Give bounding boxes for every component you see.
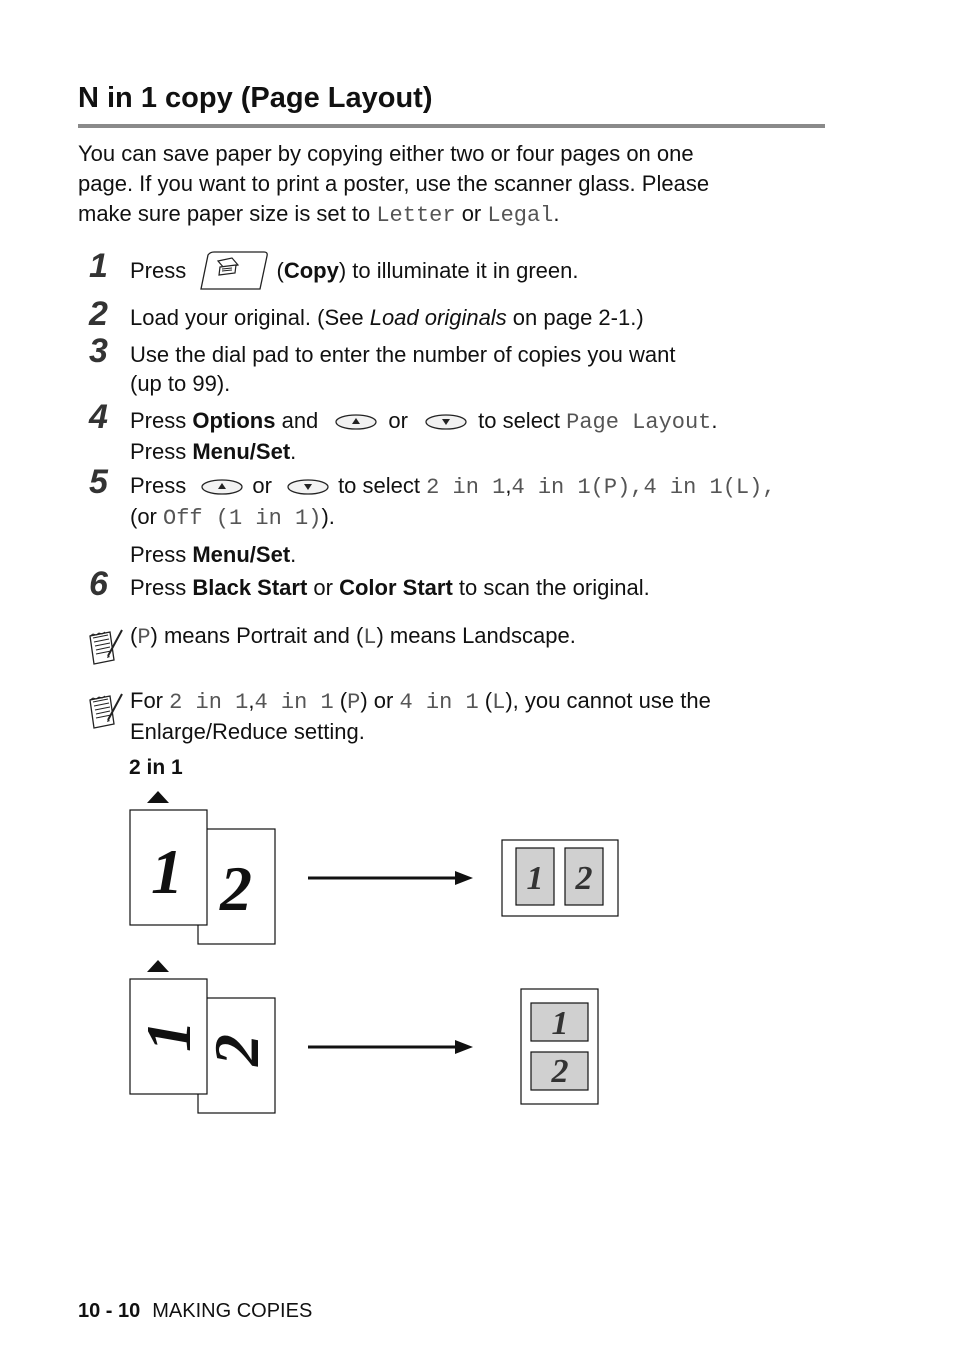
up-arrow-key-icon [200, 477, 244, 497]
step-4-press: Press [130, 408, 193, 433]
step-1-rest: to illuminate it in green. [346, 258, 579, 283]
title-rule [78, 124, 825, 128]
step-4-press-2: Press [130, 439, 193, 464]
option-off: Off (1 in 1) [163, 506, 322, 531]
step-2-link: Load originals [369, 305, 507, 330]
note-2-for: For [130, 688, 170, 713]
page-number-1: 1 [151, 836, 183, 907]
note-2-l-open: ( [478, 688, 493, 713]
note-icon [86, 690, 124, 730]
option-2in1: 2 in 1 [169, 690, 249, 715]
step-5-line-1 [130, 471, 776, 502]
landscape-code: L [363, 625, 377, 650]
page-number-1: 1 [133, 1020, 204, 1052]
step-4-and: and [275, 408, 319, 433]
step-2-post: on page 2-1.) [506, 305, 644, 330]
page-number-2: 2 [201, 1034, 272, 1066]
output-number-2: 2 [551, 1053, 569, 1090]
landscape-code: L [492, 690, 506, 715]
letter-value: Letter [376, 203, 456, 228]
option-4in1: 4 in 1 [399, 690, 479, 715]
option-4in1-p: 4 in 1(P) [511, 475, 631, 500]
step-5-comma-1: , [505, 473, 512, 498]
page-footer [78, 1300, 312, 1323]
note-1-mid: ) means Portrait and ( [150, 623, 364, 648]
step-5-or-open: (or [130, 504, 163, 529]
output-number-2: 2 [575, 860, 593, 897]
step-4-select: to select [478, 408, 567, 433]
step-4-end: . [290, 439, 297, 464]
note-1-text [130, 621, 576, 652]
section-name: MAKING COPIES [152, 1300, 313, 1322]
portrait-code: P [347, 690, 361, 715]
option-4in1-l: 4 in 1(L) [643, 475, 763, 500]
note-2-comma: , [248, 688, 255, 713]
output-number-1: 1 [551, 1005, 569, 1042]
step-2-pre: Load your original. (See [130, 305, 370, 330]
arrow-head [455, 1040, 473, 1054]
step-6-rest: to scan the original. [452, 575, 650, 600]
feed-direction-arrow [147, 791, 169, 803]
step-5-press-2: Press [130, 542, 193, 567]
step-5-or: or [252, 473, 272, 498]
up-arrow-key-icon [334, 412, 378, 432]
diagram-label: 2 in 1 [129, 756, 183, 779]
step-4-text [130, 406, 718, 466]
intro-or: or [455, 201, 488, 226]
copy-key-label: Copy [283, 258, 339, 283]
step-3-line-1: Use the dial pad to enter the number of copies you want [130, 342, 676, 367]
step-5-comma-2: , [630, 475, 644, 500]
step-number-1: 1 [89, 247, 108, 285]
step-number-4: 4 [89, 398, 108, 436]
note-2-p-open: ( [333, 688, 348, 713]
note-2-line-2: Enlarge/Reduce setting. [130, 719, 365, 744]
note-2-text [130, 686, 711, 746]
step-5-comma-3: , [762, 475, 776, 500]
step-5-press: Press [130, 473, 187, 498]
down-arrow-key-icon [286, 477, 330, 497]
portrait-code: P [137, 625, 151, 650]
two-in-one-diagram [120, 785, 640, 1125]
note-1-end: ) means Landscape. [376, 623, 576, 648]
black-start-key: Black Start [192, 575, 308, 600]
step-1-press: Press [130, 258, 187, 283]
step-6-or: or [307, 575, 340, 600]
step-1-paren: ( [270, 258, 284, 283]
step-number-6: 6 [89, 565, 108, 603]
intro-line-3 [78, 199, 838, 231]
step-5-close: ). [321, 504, 335, 529]
down-arrow-key-icon [424, 412, 468, 432]
note-2-line-1 [130, 686, 711, 717]
step-5-select: to select [338, 473, 427, 498]
step-1-text [130, 256, 579, 285]
intro-end: . [553, 201, 560, 226]
page-number: 10 - 10 [78, 1300, 141, 1322]
step-4-line-2 [130, 437, 718, 466]
step-number-2: 2 [89, 295, 108, 333]
note-1-open: ( [130, 623, 138, 648]
options-key: Options [192, 408, 276, 433]
copy-key-icon [198, 249, 270, 293]
step-6-press: Press [130, 575, 193, 600]
step-5-text [130, 471, 776, 569]
note-2-l-close: ), you cannot use the [505, 688, 711, 713]
page-title: N in 1 copy (Page Layout) [78, 82, 433, 114]
step-1-paren-close: ) [338, 258, 347, 283]
menu-set-key: Menu/Set [192, 439, 291, 464]
step-4-line-1 [130, 406, 718, 437]
option-4in1: 4 in 1 [254, 690, 334, 715]
arrow-head [455, 871, 473, 885]
output-number-1: 1 [526, 860, 544, 897]
note-2-p-close: ) or [360, 688, 400, 713]
step-number-3: 3 [89, 332, 108, 370]
page-number-2: 2 [220, 853, 252, 924]
step-4-dot: . [711, 408, 718, 433]
step-5-end: . [290, 542, 297, 567]
feed-direction-arrow [147, 960, 169, 972]
menu-set-key: Menu/Set [192, 542, 291, 567]
option-2in1: 2 in 1 [426, 475, 506, 500]
intro-line-2: page. If you want to print a poster, use the scanner glass. Please [78, 171, 710, 196]
step-6-text [130, 573, 650, 602]
step-4-or: or [388, 408, 408, 433]
step-3-text [130, 340, 675, 398]
intro-paragraph [78, 139, 838, 231]
note-icon [86, 626, 124, 666]
color-start-key: Color Start [339, 575, 453, 600]
step-5-line-3 [130, 540, 776, 569]
page-layout-value: Page Layout [566, 410, 712, 435]
intro-text: make sure paper size is set to [78, 201, 377, 226]
step-5-line-2 [130, 502, 776, 533]
legal-value: Legal [487, 203, 554, 228]
step-2-text [130, 303, 644, 332]
step-number-5: 5 [89, 463, 108, 501]
step-3-line-2: (up to 99). [130, 371, 231, 396]
intro-line-1: You can save paper by copying either two or four pages on one [78, 141, 694, 166]
